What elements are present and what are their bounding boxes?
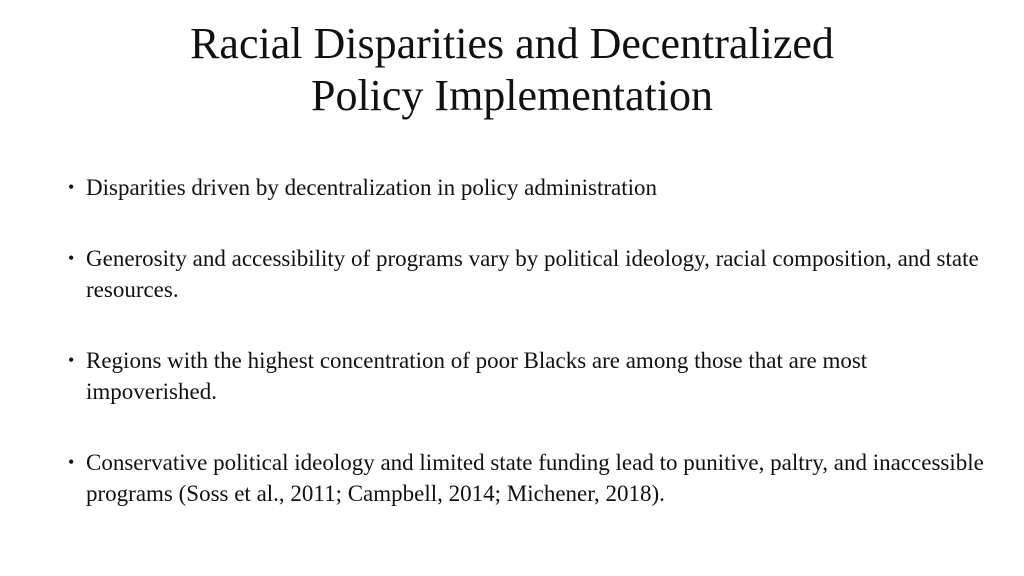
- bullet-marker-icon: •: [68, 177, 75, 197]
- bullet-marker-icon: •: [68, 452, 75, 472]
- bullet-marker-icon: •: [68, 350, 75, 370]
- bullet-text: Regions with the highest concentration of poor Blacks are among those that are most impoverished.: [86, 348, 868, 404]
- bullet-marker-icon: •: [68, 248, 75, 268]
- bullet-list: [68, 172, 998, 549]
- bullet-item: [68, 345, 998, 407]
- slide-title: [0, 18, 1024, 122]
- bullet-item: [68, 172, 998, 203]
- bullet-item: [68, 447, 998, 509]
- title-line-1: Racial Disparities and Decentralized: [190, 19, 834, 68]
- bullet-text: Disparities driven by decentralization in policy administration: [86, 175, 658, 200]
- title-line-2: Policy Implementation: [310, 71, 714, 120]
- bullet-text: Generosity and accessibility of programs vary by political ideology, racial composition, and state resources.: [86, 246, 979, 302]
- bullet-item: [68, 243, 998, 305]
- bullet-text: Conservative political ideology and limited state funding lead to punitive, paltry, and inaccessible programs (Soss et al., 2011; Campbell, 2014; Michener, 2018).: [86, 450, 984, 506]
